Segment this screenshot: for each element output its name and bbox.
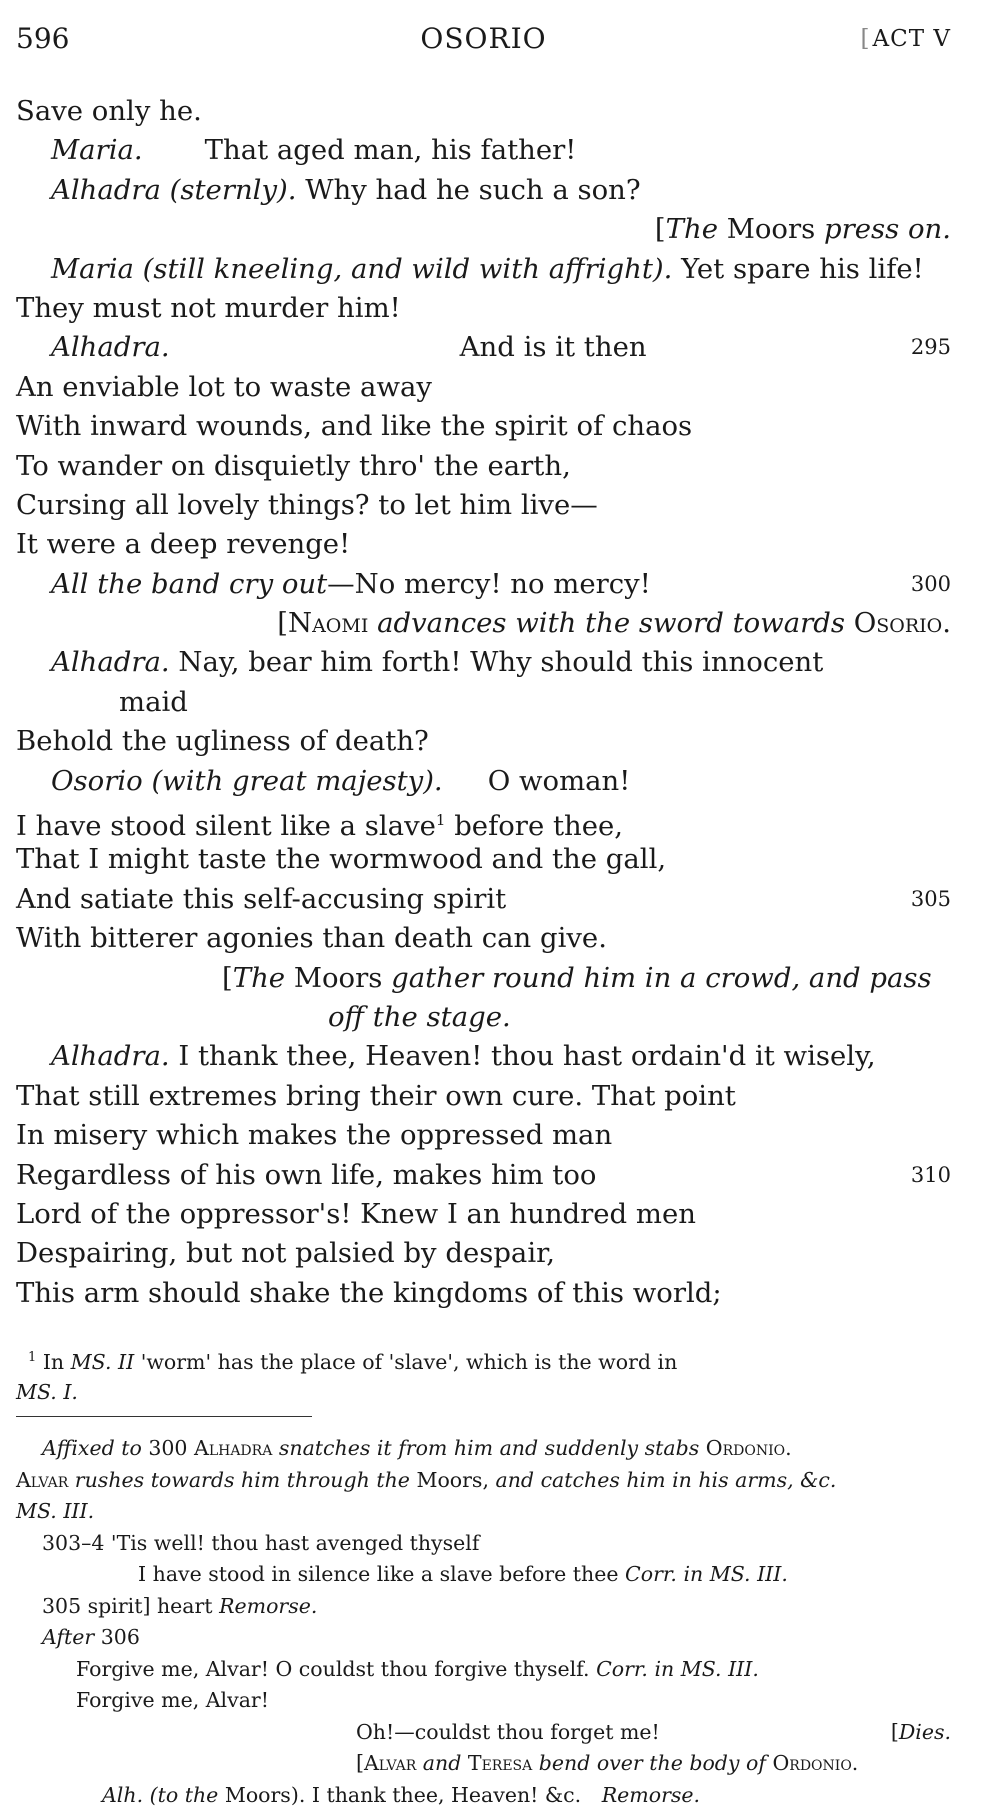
apparatus-line: Alvar rushes towards him through the Moors, and catches him in his arms, &c. [16, 1467, 837, 1492]
speaker: All the band cry out [51, 567, 328, 600]
verse-line: Alhadra. Nay, bear him forth! Why should this innocent [51, 646, 824, 679]
speaker: Osorio (with great majesty). [51, 764, 443, 797]
apparatus-line: Affixed to 300 Alhadra snatches it from him and suddenly stabs Ordonio. [42, 1436, 792, 1460]
verse-line: This arm should shake the kingdoms of this world; [16, 1276, 722, 1309]
verse-line: Alhadra. I thank thee, Heaven! thou hast ordain'd it wisely, [51, 1040, 876, 1073]
verse-line: It were a deep revenge! [16, 528, 351, 561]
stage-direction: [The Moors press on. [654, 213, 951, 246]
apparatus-line: Forgive me, Alvar! [76, 1688, 269, 1712]
apparatus-line: Forgive me, Alvar! O couldst thou forgive thyself. Corr. in MS. III. [76, 1656, 759, 1681]
stage-direction: [The Moors gather round him in a crowd, and pass [222, 961, 932, 994]
verse-line: Cursing all lovely things? to let him live— [16, 488, 598, 521]
running-header [16, 22, 951, 62]
speaker: Alhadra. [51, 646, 170, 679]
apparatus-line: Alh. (to the Moors). I thank thee, Heaven! &c. Remorse. [102, 1782, 701, 1807]
verse-line: I have stood silent like a slave$^1$ before thee, [16, 810, 624, 843]
apparatus-line: After 306 [42, 1625, 140, 1649]
apparatus-line: Oh!—couldst thou forget me! [Dies. [356, 1719, 951, 1744]
footnote-marker: 1 [435, 811, 446, 830]
speaker: Maria. [51, 134, 143, 167]
verse-line: Alhadra. And is it then 295 [16, 328, 951, 367]
verse-line: They must not murder him! [16, 291, 401, 324]
speaker: Maria (still kneeling, and wild with affright). [51, 252, 673, 285]
verse-line: That still extremes bring their own cure. That point [16, 1079, 736, 1112]
verse-line: maid [119, 685, 188, 718]
footnote: $^1$ In MS. II 'worm' has the place of 'slave', which is the word in MS. I. [16, 1349, 678, 1404]
stage-direction: [Naomi advances with the sword towards Osorio. [277, 607, 951, 640]
line-number: 305 [910, 886, 951, 911]
apparatus-line: MS. III. [16, 1499, 95, 1523]
line-number: 300 [910, 571, 951, 596]
apparatus-line: 305 spirit] heart Remorse. [42, 1593, 318, 1618]
apparatus-line: 303–4 'Tis well! thou hast avenged thyself [42, 1530, 480, 1555]
speaker: Alhadra. [51, 331, 170, 364]
verse-line: To wander on disquietly thro' the earth, [16, 449, 571, 482]
page-title: OSORIO [420, 22, 547, 55]
verse-line: Alhadra (sternly). Why had he such a son? [51, 173, 641, 206]
page-number: 596 [16, 22, 70, 55]
verse-line: With bitterer agonies than death can give. [16, 922, 607, 955]
speaker: Alhadra. [51, 1040, 170, 1073]
act-label: [ ACT V [861, 26, 951, 52]
speaker: Alhadra (sternly). [51, 173, 297, 206]
verse-line: Maria. That aged man, his father! [51, 134, 577, 167]
verse-line: Osorio (with great majesty). O woman! [51, 764, 631, 797]
verse-line: Lord of the oppressor's! Knew I an hundred men [16, 1197, 696, 1230]
verse-line: In misery which makes the oppressed man [16, 1119, 613, 1152]
stage-direction: off the stage. [328, 1000, 511, 1033]
divider [16, 1416, 312, 1417]
verse-line: An enviable lot to waste away [16, 370, 432, 403]
verse-line: That I might taste the wormwood and the gall, [16, 843, 667, 876]
apparatus-line: I have stood in silence like a slave before thee Corr. in MS. III. [138, 1562, 788, 1586]
verse-text [16, 92, 951, 1313]
apparatus-line: [Alvar and Teresa bend over the body of Ordonio. [356, 1751, 859, 1775]
verse-line: And satiate this self-accusing spirit 305 [16, 880, 951, 919]
verse-line: Despairing, but not palsied by despair, [16, 1237, 555, 1270]
verse-line: Maria (still kneeling, and wild with affright). Yet spare his life! [51, 252, 924, 285]
verse-line: Regardless of his own life, makes him too 310 [16, 1156, 951, 1195]
line-number: 295 [910, 335, 951, 360]
verse-line: All the band cry out—No mercy! no mercy! 300 [16, 565, 951, 604]
textual-apparatus [16, 1433, 951, 1811]
verse-line: Behold the ugliness of death? [16, 725, 429, 758]
verse-line: With inward wounds, and like the spirit of chaos [16, 410, 693, 443]
verse-line: Save only he. [16, 95, 202, 127]
line-number: 310 [910, 1162, 951, 1187]
